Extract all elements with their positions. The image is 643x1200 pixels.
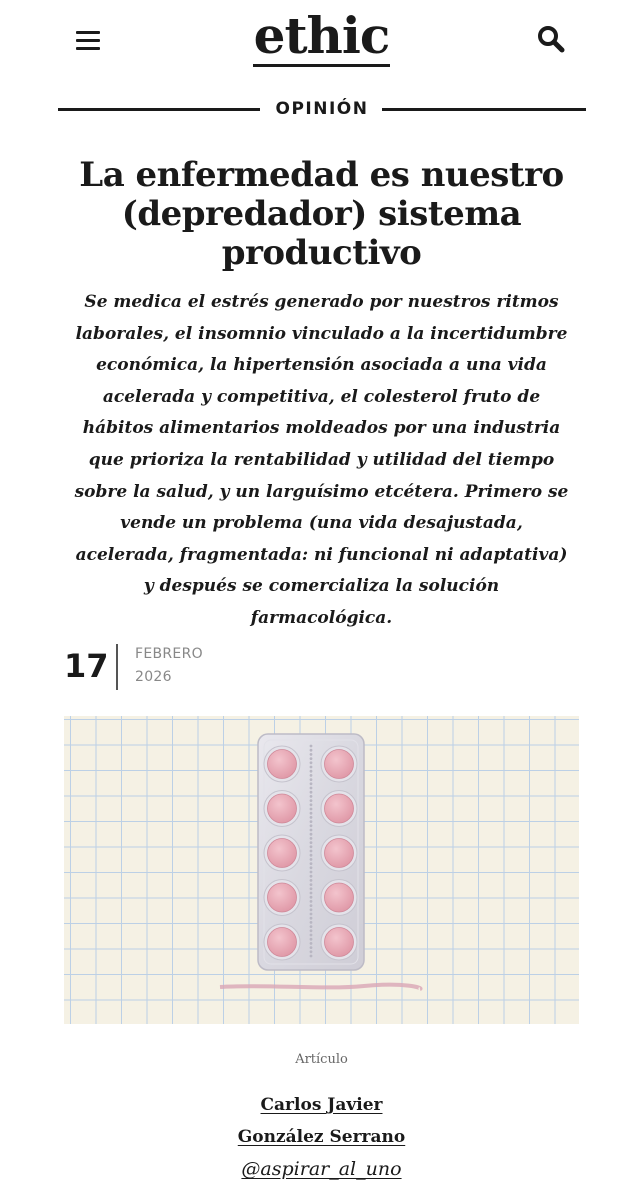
pill — [325, 839, 354, 868]
pill — [268, 750, 297, 779]
perforation-dot — [310, 925, 313, 928]
pill — [325, 794, 354, 823]
perforation-dot — [310, 749, 313, 752]
pill — [268, 794, 297, 823]
pill — [325, 750, 354, 779]
perforation-dot — [310, 850, 313, 853]
perforation-dot — [310, 829, 313, 832]
perforation-dot — [310, 761, 313, 764]
date-year: 2026 — [135, 669, 172, 685]
perforation-dot — [310, 908, 313, 911]
perforation-dot — [310, 904, 313, 907]
perforation-dot — [310, 883, 313, 886]
perforation-dot — [310, 837, 313, 840]
perforation-dot — [310, 791, 313, 794]
perforation-dot — [310, 812, 313, 815]
article-image — [64, 716, 579, 1024]
perforation-dot — [310, 782, 313, 785]
perforation-dot — [310, 787, 313, 790]
perforation-dot — [310, 745, 313, 748]
perforation-dot — [310, 892, 313, 895]
perforation-dot — [310, 820, 313, 823]
perforation-dot — [310, 824, 313, 827]
perforation-dot — [310, 774, 313, 777]
section-label[interactable]: OPINIÓN — [275, 99, 369, 119]
perforation-dot — [310, 875, 313, 878]
site-logo[interactable]: ethic — [253, 6, 390, 65]
perforation-dot — [310, 913, 313, 916]
perforation-dot — [310, 803, 313, 806]
perforation-dot — [310, 934, 313, 937]
author-handle[interactable]: @aspirar_al_uno — [241, 1158, 402, 1180]
section-header — [58, 96, 586, 122]
pill — [268, 928, 297, 957]
pill — [268, 839, 297, 868]
perforation-dot — [310, 955, 313, 958]
date-separator — [116, 644, 118, 690]
perforation-dot — [310, 929, 313, 932]
pill — [325, 883, 354, 912]
perforation-dot — [310, 900, 313, 903]
perforation-dot — [310, 946, 313, 949]
perforation-dot — [310, 862, 313, 865]
perforation-dot — [310, 942, 313, 945]
perforation-dot — [310, 766, 313, 769]
perforation-dot — [310, 858, 313, 861]
perforation-dot — [310, 854, 313, 857]
author-name-first[interactable]: Carlos Javier — [260, 1095, 383, 1115]
perforation-dot — [310, 950, 313, 953]
perforation-dot — [310, 866, 313, 869]
perforation-dot — [310, 896, 313, 899]
article-subtitle: Se medica el estrés generado por nuestros ritmos laborales, el insomnio vinculado a la incertidumbre económica, la hipertensión asociada a una vida acelerada y competitiva, el colesterol fruto de hábitos alimentarios moldeados por una industria que prioriza la rentabilidad y utilidad del tiempo sobre la salud, y un larguísimo etcétera. Primero se vende un problema (una vida desajustada, acelerada, fragmentada: ni funcional ni adaptativa) y después se comercializa la solución farmacológica. — [74, 292, 569, 628]
article-title: La enfermedad es nuestro (depredador) sistema productivo — [79, 155, 564, 273]
perforation-dot — [310, 845, 313, 848]
perforation-dot — [310, 778, 313, 781]
perforation-dot — [310, 938, 313, 941]
perforation-dot — [310, 757, 313, 760]
date-month: FEBRERO — [135, 646, 203, 662]
perforation-dot — [310, 808, 313, 811]
perforation-dot — [310, 841, 313, 844]
perforation-dot — [310, 871, 313, 874]
perforation-dot — [310, 816, 313, 819]
pill — [325, 928, 354, 957]
article-type: Artículo — [295, 1052, 348, 1067]
site-header — [0, 0, 643, 80]
perforation-dot — [310, 879, 313, 882]
perforation-dot — [310, 833, 313, 836]
perforation-dot — [310, 917, 313, 920]
perforation-dot — [310, 753, 313, 756]
author-name-last[interactable]: González Serrano — [237, 1127, 406, 1147]
perforation-dot — [310, 770, 313, 773]
pill — [268, 883, 297, 912]
perforation-dot — [310, 921, 313, 924]
perforation-dot — [310, 799, 313, 802]
divider-right — [382, 108, 586, 111]
perforation-dot — [310, 795, 313, 798]
perforation-dot — [310, 887, 313, 890]
date-day: 17 — [64, 647, 109, 685]
search-icon[interactable] — [536, 24, 566, 54]
pill-blister-illustration — [64, 716, 579, 1024]
